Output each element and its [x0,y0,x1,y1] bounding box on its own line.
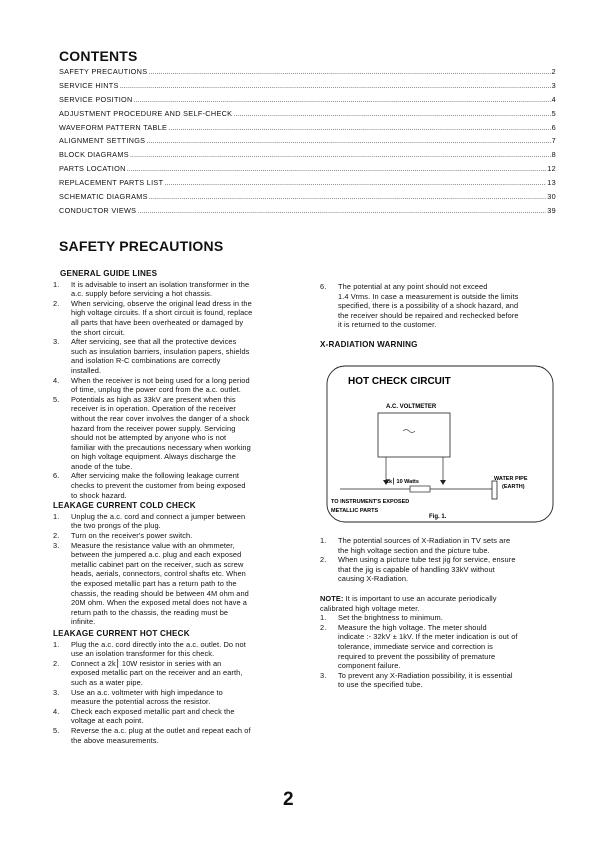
diagram-title: HOT CHECK CIRCUIT [348,376,451,387]
general-item [53,337,288,375]
water-pipe-label: WATER PIPE [494,476,528,482]
item-line: measure the potential across the resistor. [71,697,211,707]
xray-item [320,555,556,584]
item-number: 2. [53,658,60,668]
item-line: When servicing, observe the original lead dress in the [71,298,252,308]
note-item [320,623,556,671]
toc-entry-title: SAFETY PRECAUTIONS [59,67,148,76]
item-line: hazard from the receiver power supply. Servicing [71,423,236,433]
toc-entry-page: 8 [551,150,556,160]
item-line: It is advisable to insert an isolation transformer in the [71,279,250,289]
toc-entry-title: SERVICE HINTS [59,80,119,90]
toc-leader-dots [233,109,550,118]
toc-entry-title: SCHEMATIC DIAGRAMS [59,192,148,202]
item-number: 3. [53,337,60,347]
item-line: the two prongs of the plug. [71,521,161,531]
general-item [53,395,288,472]
item-line: causing X-Radiation. [338,574,409,584]
toc-entry-title: REPLACEMENT PARTS LIST [59,178,164,188]
item-line: heads, aerials, connectors, control shafts etc. When [71,569,246,579]
toc-entry[interactable] [59,178,556,192]
toc-entry[interactable] [59,123,556,137]
toc-entry[interactable] [59,136,556,150]
item-number: 6. [53,471,60,481]
item-number: 6. [320,282,327,291]
toc-entry-page: 3 [551,80,556,90]
voltmeter-box [378,413,450,457]
item-number: 4. [53,706,60,716]
note-item [320,613,556,623]
item-line: Reverse the a.c. plug at the outlet and repeat each of [71,725,251,735]
cold-check-item [53,512,288,531]
item-line: to shock hazard. [71,490,127,500]
item-number: 1. [53,639,60,649]
item-line: indicate :- 32kV ± 1kV. If the meter indication is out of [338,632,518,642]
hot-check-item [53,640,288,659]
toc-entry-title: SERVICE POSITION [59,94,133,104]
voltmeter-label: A.C. VOLTMETER [386,404,437,410]
general-item [53,299,288,337]
earth-label: (EARTH) [502,484,525,490]
hot-check-circuit-diagram [326,365,554,523]
toc-leader-dots [137,206,546,215]
toc-leader-dots [149,192,547,201]
item-number: 1. [320,613,327,623]
toc-entry-title: WAVEFORM PATTERN TABLE [59,122,168,132]
note-label: NOTE: [320,593,344,603]
item-line: the above measurements. [71,735,159,745]
item-line: return path to the chassis, the reading must be [71,607,229,617]
item-line: use an isolation transformer for this check. [71,649,215,659]
toc-entry[interactable] [59,95,556,109]
item-line: should not be attempted by anyone who is not [71,433,227,443]
toc-entry[interactable] [59,109,556,123]
safety-title: SAFETY PRECAUTIONS [59,238,224,254]
general-item [320,282,556,330]
item-line: between the jumpered a.c. plug and each exposed [71,550,242,560]
item-number: 3. [53,540,60,550]
note-item [320,671,556,690]
toc-entry-page: 6 [551,122,556,132]
toc-entry-title: CONDUCTOR VIEWS [59,205,137,215]
hot-check-item [53,659,288,688]
toc-leader-dots [164,178,546,187]
continued-list [320,282,556,330]
item-number: 1. [320,536,327,545]
toc-entry-title: PARTS LOCATION [59,164,126,174]
item-line: of time, unplug the power cord from the a.c. outlet. [71,385,241,395]
item-line: it is returned to the customer. [338,320,437,330]
toc-leader-dots [127,164,547,173]
toc-entry-page: 12 [547,164,556,174]
hot-check-item [53,688,288,707]
item-line: such as insulation barriers, insulation papers, shields [71,346,250,356]
item-line: Unplug the a.c. cord and connect a jumper between [71,511,246,521]
toc-leader-dots [130,150,551,159]
toc-entry-title: ADJUSTMENT PROCEDURE AND SELF-CHECK [59,108,233,118]
item-line: the exposed metallic part has a return path to the [71,579,237,588]
table-of-contents [59,67,556,220]
item-line: and isolation R-C combinations are correctly [71,356,221,366]
cold-check-item [53,541,288,627]
item-line: voltage at each point. [71,716,144,726]
item-line: The potential sources of X-Radiation in TV sets are [338,536,511,545]
cold-heading: LEAKAGE CURRENT COLD CHECK [53,501,196,511]
item-number: 1. [53,279,60,289]
general-item [53,376,288,395]
general-item [53,280,288,299]
item-line: Connect a 2k⎮ 10W resistor in series with an [71,658,222,668]
instrument-label-2: METALLIC PARTS [331,508,379,514]
figure-caption: Fig. 1. [429,514,447,520]
toc-entry-page: 2 [551,67,556,76]
toc-entry[interactable] [59,192,556,206]
water-pipe [492,481,497,499]
resistor [410,486,430,492]
right-column-bottom [320,536,556,690]
item-line: a.c. supply before servicing a hot chassis. [71,289,213,299]
toc-entry-title: BLOCK DIAGRAMS [59,150,129,160]
item-line: component failure. [338,661,401,671]
toc-entry-page: 39 [547,205,556,215]
item-line: the high voltage section and the picture tube. [338,545,490,555]
item-line: Measure the resistance value with an ohmmeter, [71,540,235,550]
hot-check-item [53,707,288,726]
toc-leader-dots [146,136,550,145]
item-line: Turn on the receiver's power switch. [71,531,193,541]
item-line: 1.4 Vrms. In case a measurement is outside the limits [338,291,519,301]
item-line: high voltage circuits. If a short circuit is found, replace [71,308,253,318]
item-line: After servicing make the following leakage current [71,471,240,481]
note-line-1: It is important to use an accurate periodically [343,593,497,603]
item-line: Use an a.c. voltmeter with high impedance to [71,687,223,697]
item-line: Check each exposed metallic part and check the [71,706,235,716]
item-line: When the receiver is not being used for a long period [71,375,250,385]
item-number: 3. [53,687,60,697]
item-line: infinite. [71,617,96,627]
toc-entry-page: 7 [551,136,556,146]
item-number: 4. [53,375,60,385]
item-line: Plug the a.c. cord directly into the a.c. outlet. Do not [71,639,246,649]
item-line: The potential at any point should not exceed [338,282,488,291]
item-line: After servicing, see that all the protective devices [71,337,237,347]
item-line: such as a water pipe. [71,677,143,687]
item-line: required to prevent the possibility of premature [338,651,496,661]
item-line: specified, there is a possibility of a shock hazard, and [338,301,519,311]
toc-leader-dots [120,81,551,90]
general-item [53,471,288,500]
item-line: To prevent any X-Radiation possibility, it is essential [338,670,513,680]
voltmeter-symbol [403,430,415,433]
note-paragraph [320,594,556,613]
item-line: 20M ohm. When the exposed metal does not have a [71,598,248,608]
right-column-top [320,282,556,351]
hot-heading: LEAKAGE CURRENT HOT CHECK [53,628,190,638]
item-line: Measure the high voltage. The meter should [338,622,487,632]
xray-heading: X-RADIATION WARNING [320,339,418,349]
toc-entry-page: 5 [551,108,556,118]
item-line: to use the specified tube. [338,680,423,690]
item-line: on high voltage equipment. Always discharge the [71,452,236,462]
item-number: 1. [53,511,60,521]
hot-check-item [53,726,288,745]
item-line: anode of the tube. [71,461,133,471]
note-line-2: calibrated high voltage meter. [320,603,420,613]
left-column [53,268,288,745]
item-line: all parts that have been overheated or damaged by [71,317,244,327]
item-line: exposed metallic part on the receiver and an earth, [71,668,243,678]
note-list [320,613,556,690]
general-heading: GENERAL GUIDE LINES [60,269,158,278]
item-line: checks to prevent the customer from being exposed [71,481,246,491]
item-number: 3. [320,670,327,680]
toc-leader-dots [168,123,550,132]
toc-leader-dots [148,67,550,76]
item-line: metallic cabinet part on the receiver, such as screw [71,559,244,569]
item-line: When using a picture tube test jig for service, ensure [338,555,516,565]
item-line: the receiver should be repaired and rechecked before [338,310,519,320]
general-list [53,280,288,501]
toc-entry[interactable] [59,150,556,164]
arrow-right [440,480,446,485]
xray-list [320,536,556,584]
item-number: 2. [53,298,60,308]
item-number: 5. [53,394,60,404]
item-line: receiver is in operation. Operation of the receiver [71,404,236,414]
toc-entry-title: ALIGNMENT SETTINGS [59,136,146,146]
toc-entry-page: 13 [547,178,556,188]
item-line: chassis, the reading should be between 4M ohm and [71,588,249,598]
item-line: the short circuit. [71,327,125,337]
toc-entry[interactable] [59,67,556,81]
toc-leader-dots [134,95,551,104]
page-number: 2 [283,789,294,810]
toc-entry[interactable] [59,164,556,178]
instrument-label-1: TO INSTRUMENT'S EXPOSED [331,499,410,505]
resistor-label: 2k⎮ 10 Watts [386,479,419,485]
item-line: tolerance, immediate service and correction is [338,641,493,651]
toc-entry[interactable] [59,81,556,95]
hot-list [53,640,288,746]
item-line: Set the brightness to minimum. [338,613,443,623]
item-number: 2. [320,555,327,565]
item-number: 2. [320,622,327,632]
item-number: 2. [53,531,60,541]
toc-entry-page: 4 [551,94,556,104]
item-line: without the rear cover involves the danger of a shock [71,413,250,423]
toc-entry-page: 30 [547,192,556,202]
xray-item [320,536,556,555]
item-line: familiar with the precautions necessary when working [71,442,251,452]
item-line: installed. [71,365,102,375]
cold-list [53,512,288,627]
cold-check-item [53,531,288,541]
item-line: that the jig is capable of handling 33kV without [338,564,495,574]
toc-entry[interactable] [59,206,556,220]
contents-title: CONTENTS [59,48,138,64]
item-line: Potentials as high as 33kV are present when this [71,394,236,404]
item-number: 5. [53,725,60,735]
